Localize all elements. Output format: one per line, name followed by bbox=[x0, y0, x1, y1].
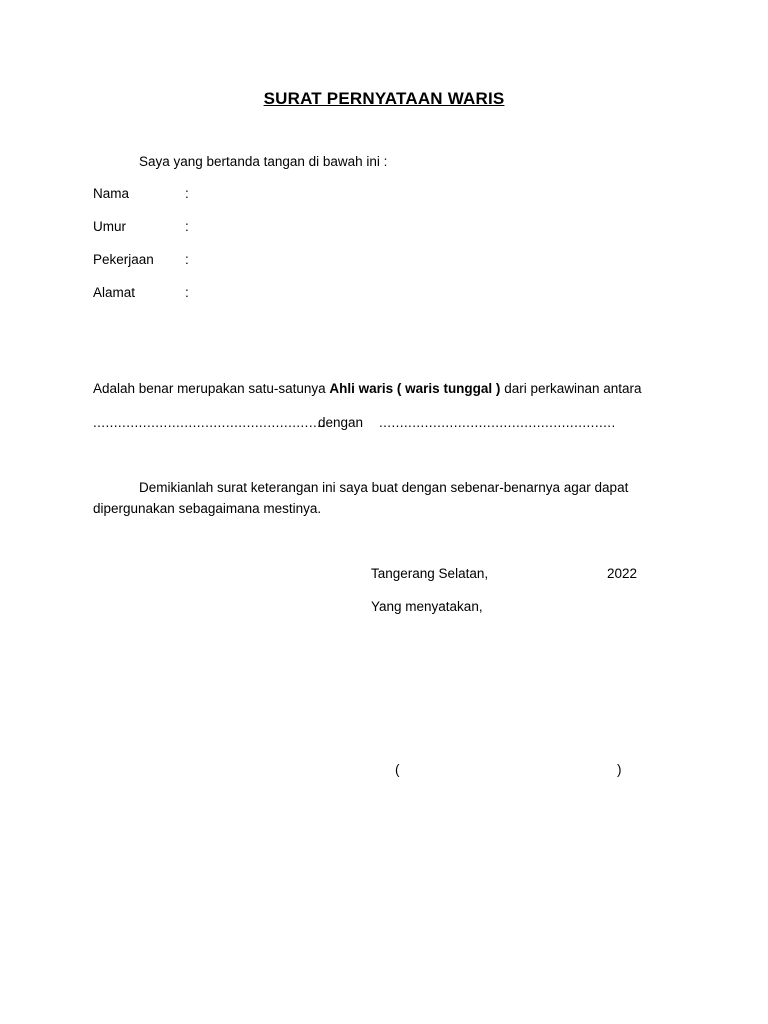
signature-year: 2022 bbox=[607, 566, 638, 581]
marriage-connector: dengan bbox=[318, 415, 364, 430]
statement-prefix: Adalah benar merupakan satu-satunya bbox=[93, 381, 330, 396]
signer-label: Yang menyatakan, bbox=[371, 599, 483, 614]
field-colon-nama: : bbox=[185, 186, 189, 201]
statement-bold: Ahli waris ( waris tunggal ) bbox=[329, 381, 501, 396]
spouse-right-blank: ......................................................... bbox=[379, 415, 616, 430]
signature-paren-open: ( bbox=[395, 762, 400, 777]
field-colon-umur: : bbox=[185, 219, 189, 234]
field-colon-pekerjaan: : bbox=[185, 252, 189, 267]
field-colon-alamat: : bbox=[185, 285, 189, 300]
document-title: SURAT PERNYATAAN WARIS bbox=[263, 89, 505, 108]
intro-text: Saya yang bertanda tangan di bawah ini : bbox=[139, 154, 388, 169]
field-label-pekerjaan: Pekerjaan bbox=[93, 252, 154, 267]
signature-paren-close: ) bbox=[617, 762, 622, 777]
field-label-alamat: Alamat bbox=[93, 285, 136, 300]
spouse-left-blank: ........................................................ bbox=[93, 415, 326, 430]
signature-place: Tangerang Selatan, bbox=[371, 566, 489, 581]
field-label-umur: Umur bbox=[93, 219, 126, 234]
field-label-nama: Nama bbox=[93, 186, 130, 201]
closing-line-1: Demikianlah surat keterangan ini saya buat dengan sebenar-benarnya agar dapat bbox=[139, 480, 629, 495]
statement-suffix: dari perkawinan antara bbox=[500, 381, 642, 396]
statement-text bbox=[93, 381, 642, 396]
closing-line-2: dipergunakan sebagaimana mestinya. bbox=[93, 501, 322, 516]
